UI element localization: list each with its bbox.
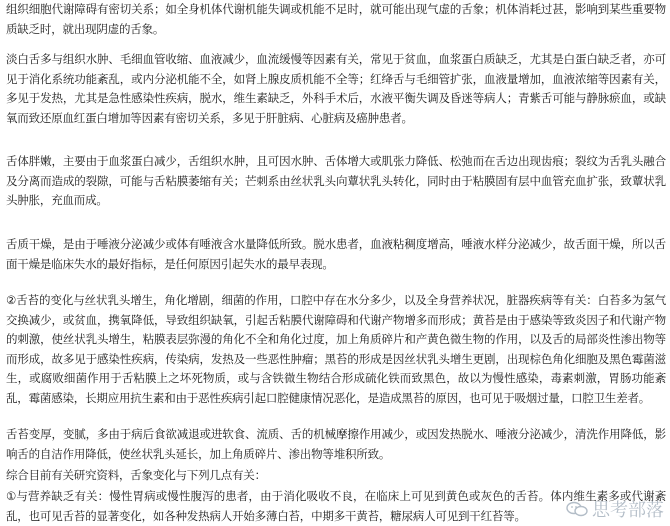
paragraph: 舌体胖嫩，主要由于血浆蛋白减少，舌组织水肿，且可因水肿、舌体增大或肌张力降低、松弛而在舌边出现齿痕；裂纹为舌乳头融合及分离而造成的裂隙，可能与舌粘膜萎缩有关；芒刺系由丝状乳头向蕈状乳头转化，同时由于粘膜固有层中血管充血扩张，致蕈状乳头肿胀，充血而成。 — [6, 154, 666, 207]
paragraph: 综合目前有关研究资料，舌象变化与下列几点有关： — [6, 468, 266, 482]
paragraph: ②舌苔的变化与丝状乳头增生，角化增剧，细菌的作用，口腔中存在水分多少，以及全身营养状况，脏器疾病等有关：白苔多为氢气交换减少，或贫血，携氧降低，导致组织缺氧，引起舌粘膜代谢障碍和代谢产物增多而形成；黄苔是由于感染等致炎因子和代谢产物的刺激，使丝状乳头增生，粘膜表层弥漫的角化不全和角化过度，加上角质碎片和产黄色微生物的作用，以及舌的局部炎性渗出物等而形成，故多见于感染性疾病，传染病，发热及一些恶性肿瘤；黑苔的形成是因丝状乳头增生更剧，出现棕色角化细胞及黑色霉菌滋生，或腐败细菌作用于舌粘膜上之坏死物质，或与含铁微生物结合形成硫化铁而致黑色，故以为慢性感染，毒素刺激，胃肠功能紊乱，霉菌感染，长期应用抗生素和由于恶性疾病引起口腔健康情况恶化，是造成黑苔的原因，也可见于吸烟过量，口腔卫生差者。 — [6, 293, 666, 405]
paragraph: 组织细胞代谢障碍有密切关系；如全身机体代谢机能失调或机能不足时，就可能出现气虚的舌象；机体消耗过甚，影响到某些重要物质缺乏时，就出现阴虚的舌象。 — [6, 2, 666, 36]
paragraph: 舌苔变厚，变腻，多由于病后食欲减退或进软食、流质、舌的机械摩擦作用减少，或因发热脱水、唾液分泌减少，清洗作用降低，影响舌的自洁作用降低，使丝状乳头延长，加上角质碎片、渗出物等堆积所致。 — [6, 427, 666, 461]
watermark-text: 思考部落 — [592, 500, 664, 521]
paragraph: ①与营养缺乏有关：慢性胃病或慢性腹泻的患者，由于消化吸收不良，在临床上可见到黄色或灰色的舌苔。体内维生素多或代谢紊乱，也可见舌苔的显著变化，如各种发热病人开始多薄白苔，中期多干黄苔，糖尿病人可见到干红苔等。 — [6, 489, 666, 523]
watermark — [566, 498, 664, 520]
paragraph: 淡白舌多与组织水肿、毛细血管收缩、血液减少，血流缓慢等因素有关，常见于贫血，血浆蛋白质缺乏，尤其是白蛋白缺乏者，亦可见于消化系统功能紊乱，或内分泌机能不全，如肾上腺皮质机能不全等；红绛舌与毛细管扩张，血液量增加，血液浓缩等因素有关，多见于发热，尤其是急性感染性疾病，脱水，维生素缺乏，外科手术后，水液平衡失调及昏迷等病人；青紫舌可能与静脉瘀血，或缺氧而致还原血红蛋白增加等因素有密切关系，多见于肝脏病、心脏病及癌肿患者。 — [6, 52, 666, 125]
wechat-icon — [566, 501, 588, 517]
paragraph: 舌质干燥，是由于唾液分泌减少或体有唾液含水量降低所致。脱水患者，血液粘稠度增高，唾液水样分泌减少，故舌面干燥，所以舌面干燥是临床失水的最好指标，是任何原因引起失水的最早表现。 — [6, 237, 666, 271]
